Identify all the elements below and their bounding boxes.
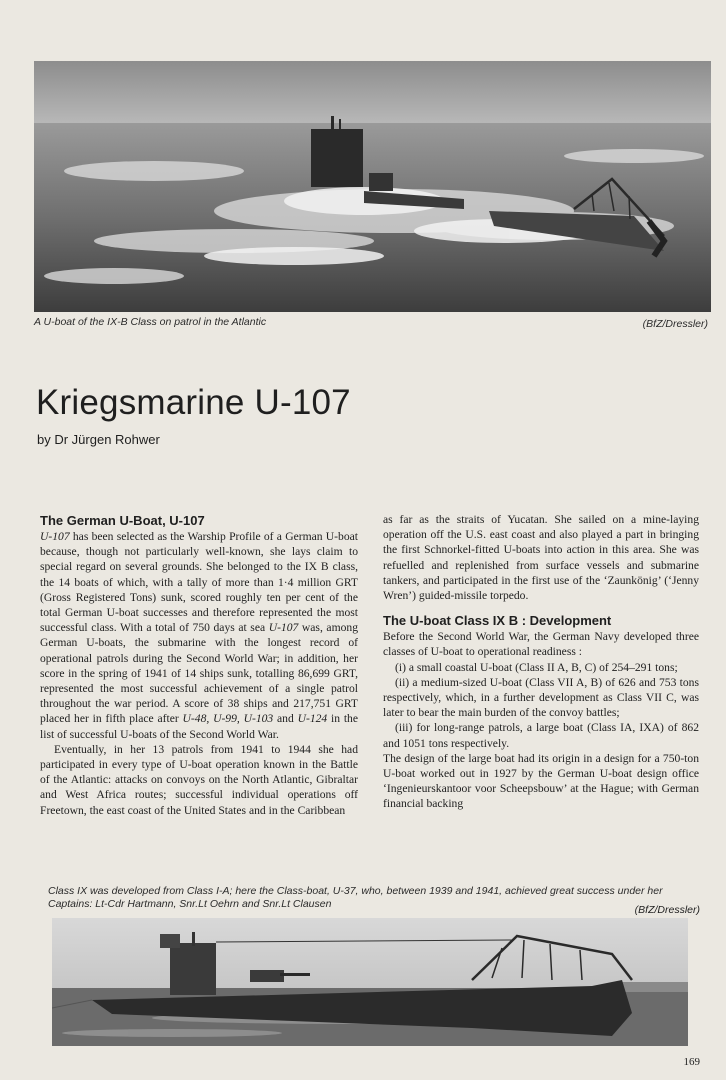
uboat-u37-photo (52, 918, 688, 1046)
left-column (40, 512, 358, 818)
article-byline: by Dr Jürgen Rohwer (37, 432, 160, 447)
page-number: 169 (683, 1056, 700, 1068)
article-title: Kriegsmarine U-107 (36, 383, 351, 422)
paragraph-design-origin: The design of the large boat had its origin in a design for a 750-ton U-boat worked out in 1927 by the German U-boat design office ‘Ingenieurskantoor voor Scheepsbouw’ at the Hague; with German financial backing (383, 751, 699, 811)
list-item: (i) a small coastal U-boat (Class II A, B, C) of 254–291 tons; (395, 660, 678, 674)
paragraph-intro: U-107 has been selected as the Warship Profile of a German U-boat because, though not particularly well-known, she lays claim to special regard on several grounds. She belonged to the IX B class, the 14 boats of which, with a tally of more than 1·4 million GRT (Gross Registered Tons) sunk, scored roughly ten per cent of the total German U-boat successes and therefore represented the most successful class. With a total of 750 days at sea U-107 was, among German U-boats, the submarine with the longest record of operational patrols during the Second World War; in addition, her score in the spring of 1941 of 14 ships sunk, totalling 86,699 GRT, represented the most successful achievement of a single patrol throughout the war period. A score of 38 ships and 217,751 GRT placed her in fifth place after U-48, U-99, U-103 and U-124 in the list of successful U-boats of the Second World War. (40, 530, 359, 741)
paragraph-patrols: Eventually, in her 13 patrols from 1941 to 1944 she had participated in every type of U-boat operation known in the Battle of the Atlantic: attacks on convoys on the North Atlantic, Gibraltar and West Africa routes; successful individual operations off Freetown, the east coast of the United States and in the Caribbean (40, 742, 358, 817)
right-column (383, 512, 699, 812)
bottom-photo-credit: (BfZ/Dressler) (634, 904, 700, 916)
top-photo-credit: (BfZ/Dressler) (642, 318, 708, 330)
bottom-photo-caption: Class IX was developed from Class I-A; here the Class-boat, U-37, who, between 1939 and 1941, achieved great success under her Captains: Lt-Cdr Hartmann, Snr.Lt Oehrn and Snr.Lt Clausen (48, 885, 663, 910)
list-item: (ii) a medium-sized U-boat (Class VII A, B) of 626 and 753 tons respectively, which, in a further development as Class VII C, was later to bear the main burden of the convoy battles; (383, 675, 699, 720)
top-photo-caption: A U-boat of the IX-B Class on patrol in the Atlantic (34, 316, 267, 328)
section-heading-class-ixb: The U-boat Class IX B : Development (383, 613, 612, 629)
paragraph-continued: as far as the straits of Yucatan. She sailed on a mine-laying operation off the U.S. east coast and also played a part in bringing the first Schnorkel-fitted U-boats into action in this area. She was refuelled and replenished from surface vessels and submarine tankers, and participated in the first use of the ‘Zaunkönig’ (‘Jenny Wren’) guided-missile torpedo. (383, 513, 699, 603)
uboat-atlantic-photo (34, 61, 711, 312)
paragraph-classes-intro: Before the Second World War, the German Navy developed three classes of U-boat to operational readiness : (383, 630, 699, 659)
list-item: (iii) for long-range patrols, a large boat (Class IA, IXA) of 862 and 1051 tons respectively. (383, 721, 699, 750)
section-heading-german-uboat: The German U-Boat, U-107 (40, 513, 205, 528)
